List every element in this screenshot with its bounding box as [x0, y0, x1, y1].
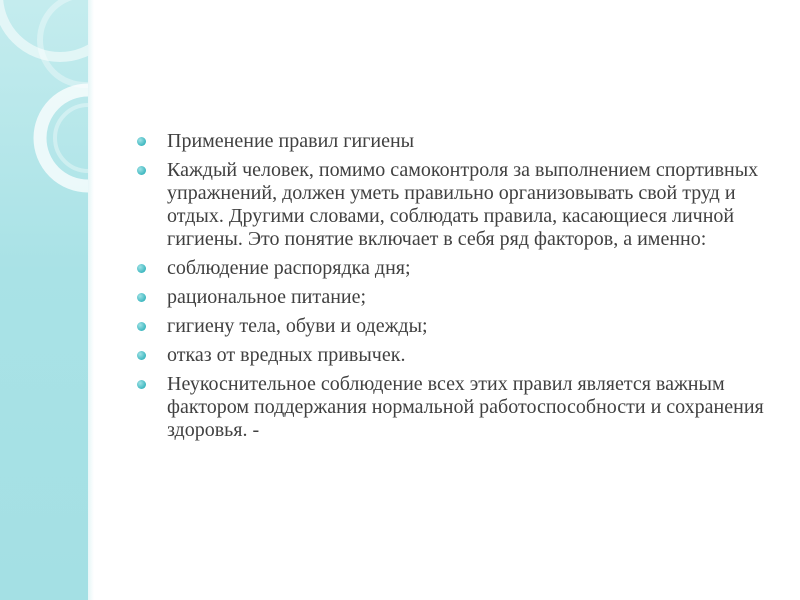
- teal-circle-bullet-icon: [137, 166, 146, 175]
- list-item-text: Каждый человек, помимо самоконтроля за выполнением спортивных упражнений, должен уметь правильно организовывать свой труд и отдых. Другими словами, соблюдать правила, касающиеся личной гигиены. Это понятие включает в себя ряд факторов, а именно:: [167, 159, 759, 250]
- list-item: [134, 286, 774, 309]
- teal-circle-bullet-icon: [137, 322, 146, 331]
- list-item: [134, 373, 774, 442]
- list-item: [134, 257, 774, 280]
- teal-circle-bullet-icon: [137, 380, 146, 389]
- decorative-rings-icon: [0, 0, 88, 600]
- list-item: [134, 130, 774, 153]
- teal-circle-bullet-icon: [137, 293, 146, 302]
- list-item: [134, 159, 774, 251]
- list-item-text: гигиену тела, обуви и одежды;: [167, 315, 428, 337]
- teal-circle-bullet-icon: [137, 351, 146, 360]
- list-item-text: соблюдение распорядка дня;: [167, 257, 411, 279]
- list-item: [134, 315, 774, 338]
- list-item-text: отказ от вредных привычек.: [167, 344, 406, 366]
- list-item: [134, 344, 774, 367]
- bullet-list: [134, 130, 774, 448]
- decorative-side-band: [0, 0, 88, 600]
- teal-circle-bullet-icon: [137, 137, 146, 146]
- side-band-edge: [88, 0, 94, 600]
- list-item-text: рациональное питание;: [167, 286, 367, 308]
- teal-circle-bullet-icon: [137, 264, 146, 273]
- list-item-text: Неукоснительное соблюдение всех этих правил является важным фактором поддержания нормальной работоспособности и сохранения здоровья. -: [167, 373, 764, 441]
- list-item-text: Применение правил гигиены: [167, 130, 415, 152]
